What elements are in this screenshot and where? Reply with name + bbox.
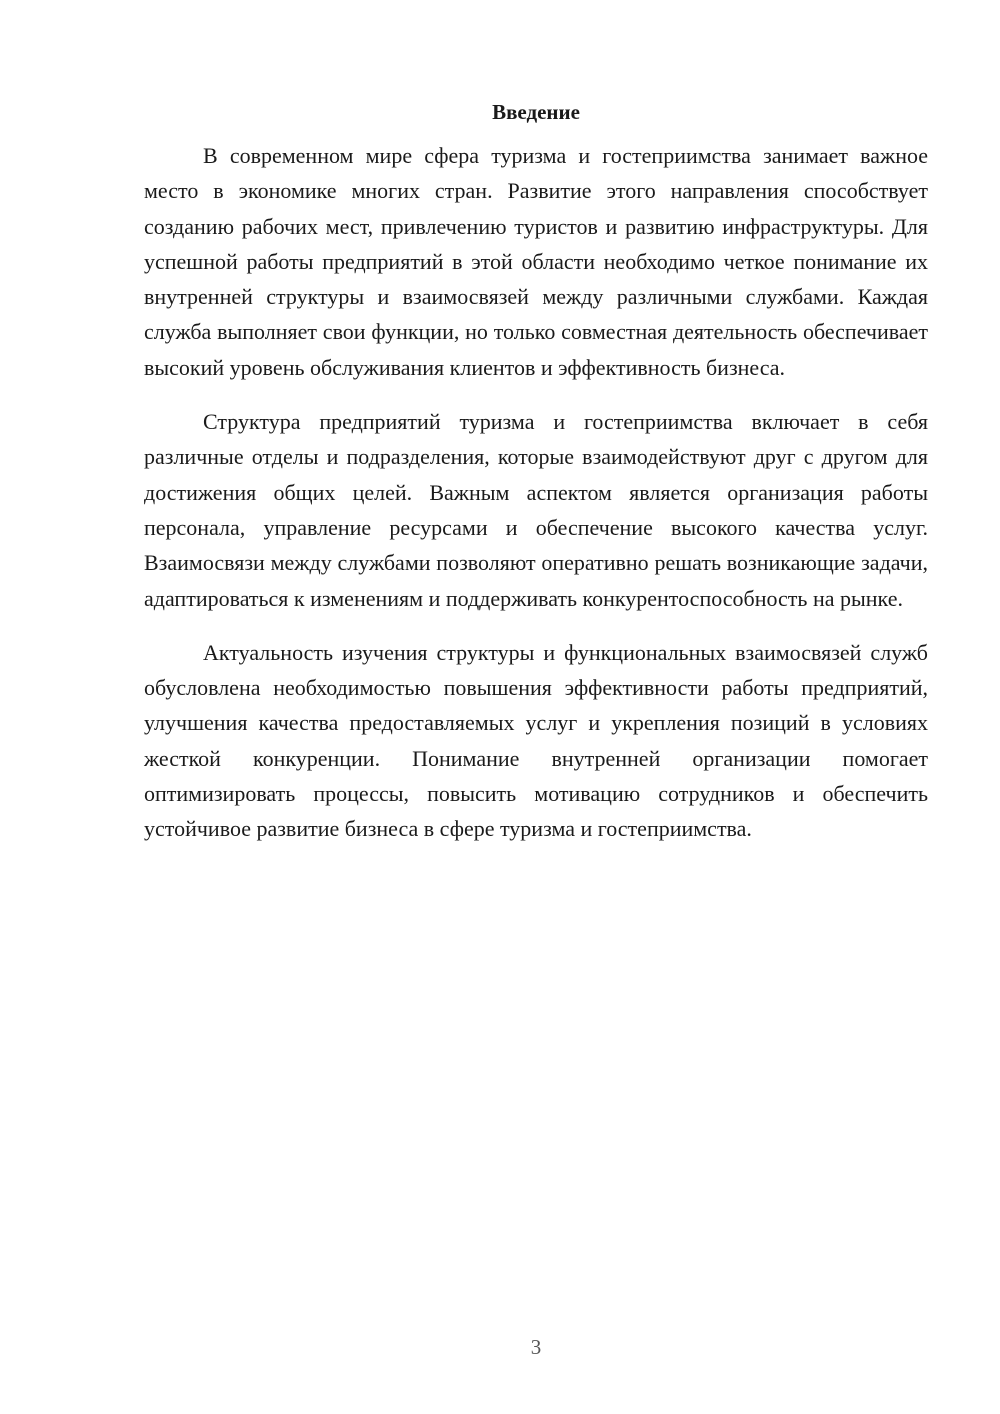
paragraph-3: Актуальность изучения структуры и функциональных взаимосвязей служб обусловлена необходимостью повышения эффективности работы предприятий, улучшения качества предоставляемых услуг и укрепления позиций в условиях жесткой конкуренции. Понимание внутренней организации помогает оптимизировать процессы, повысить мотивацию сотрудников и обеспечить устойчивое развитие бизнеса в сфере туризма и гостеприимства. bbox=[144, 639, 928, 842]
paragraph-1: В современном мире сфера туризма и гостеприимства занимает важное место в экономике многих стран. Развитие этого направления способствует созданию рабочих мест, привлечению туристов и развитию инфраструктуры. Для успешной работы предприятий в этой области необходимо четкое понимание их внутренней структуры и взаимосвязей между различными службами. Каждая служба выполняет свои функции, но только совместная деятельность обеспечивает высокий уровень обслуживания клиентов и эффективность бизнеса. bbox=[144, 143, 928, 380]
page-number: 3 bbox=[530, 1335, 542, 1359]
section-title: Введение bbox=[492, 100, 580, 124]
page-content bbox=[144, 96, 928, 866]
paragraph-2: Структура предприятий туризма и гостеприимства включает в себя различные отделы и подразделения, которые взаимодействуют друг с другом для достижения общих целей. Важным аспектом является организация работы персонала, управление ресурсами и обеспечение высокого качества услуг. Взаимосвязи между службами позволяют оперативно решать возникающие задачи, адаптироваться к изменениям и поддерживать конкурентоспособность на рынке. bbox=[144, 409, 928, 611]
